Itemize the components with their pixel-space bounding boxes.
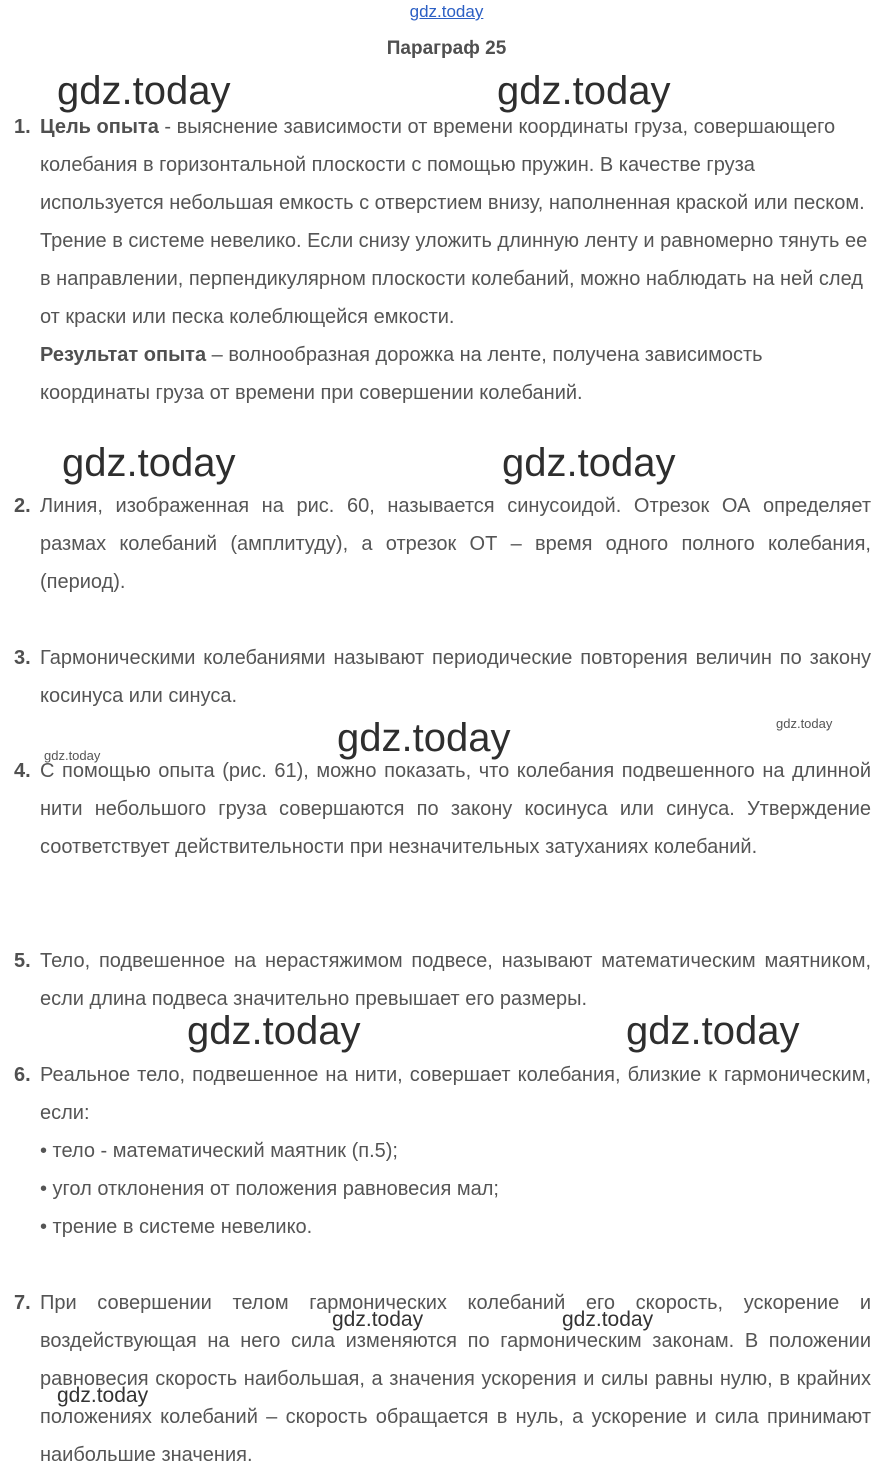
watermark: gdz.today [626,1009,800,1053]
item-text: При совершении телом гармонических колебаний его скорость, ускорение и воздействующая на него сила изменяются по гармоническим законам. В положении равновесия скорость наибольшая, а значения ускорения и силы равны нулю, в крайних положениях колебаний – скорость обращается в нуль, а ускорение и сила принимают наибольшие значения. [40,1292,871,1466]
item-text [40,1056,871,1246]
watermark-small: gdz.today [776,716,833,731]
watermark: gdz.today [497,69,671,113]
item-number: 5. [14,950,31,972]
item-number: 6. [14,1064,31,1086]
bullet-item: • угол отклонения от положения равновесия мал; [40,1178,499,1200]
watermark: gdz.today [57,69,231,113]
watermark: gdz.today [187,1009,361,1053]
goal-text: - выяснение зависимости от времени координаты груза, совершающего колебания в горизонтальной плоскости с помощью пружин. В качестве груза используется небольшая емкость с отверстием внизу, наполненная краской или песком. Трение в системе невелико. Если снизу уложить длинную ленту и равномерно тянуть ее в направлении, перпендикулярном плоскости колебаний, можно наблюдать на ней след от краски или песка колеблющейся емкости. [40,116,868,328]
item-number: 2. [14,495,31,517]
item-lead-text: Реальное тело, подвешенное на нити, совершает колебания, близкие к гармоническим, если: [40,1064,871,1124]
bullet-item: • трение в системе невелико. [40,1216,313,1238]
result-text: – волнообразная дорожка на ленте, получена зависимость координаты груза от времени при совершении колебаний. [40,344,763,404]
item-text: Гармоническими колебаниями называют периодические повторения величин по закону косинуса или синуса. [40,647,871,707]
watermark-medium: gdz.today [332,1308,424,1331]
page-title: Параграф 25 [386,38,507,59]
watermark: gdz.today [502,441,676,485]
watermark-small: gdz.today [44,748,101,763]
item-text: Тело, подвешенное на нерастяжимом подвесе, называют математическим маятником, если длина подвеса значительно превышает его размеры. [40,950,871,1010]
bullet-item: • тело - математический маятник (п.5); [40,1140,398,1162]
item-number: 3. [14,647,31,669]
item-text: С помощью опыта (рис. 61), можно показать, что колебания подвешенного на длинной нити небольшого груза совершаются по закону косинуса или синуса. Утверждение соответствует действительности при незначительных затуханиях колебаний. [40,760,871,858]
item-text [40,108,871,412]
watermark: gdz.today [62,441,236,485]
item-number: 1. [14,116,31,138]
watermark-medium: gdz.today [57,1384,149,1407]
item-number: 4. [14,760,31,782]
item-number: 7. [14,1292,31,1314]
watermark: gdz.today [337,716,511,760]
item-text: Линия, изображенная на рис. 60, называется синусоидой. Отрезок ОА определяет размах колебаний (амплитуду), а отрезок ОТ – время одного полного колебания, (период). [40,495,871,593]
header-watermark-link[interactable]: gdz.today [409,2,484,21]
goal-label: Цель опыта [40,116,159,138]
watermark-medium: gdz.today [562,1308,654,1331]
result-label: Результат опыта [40,344,207,366]
